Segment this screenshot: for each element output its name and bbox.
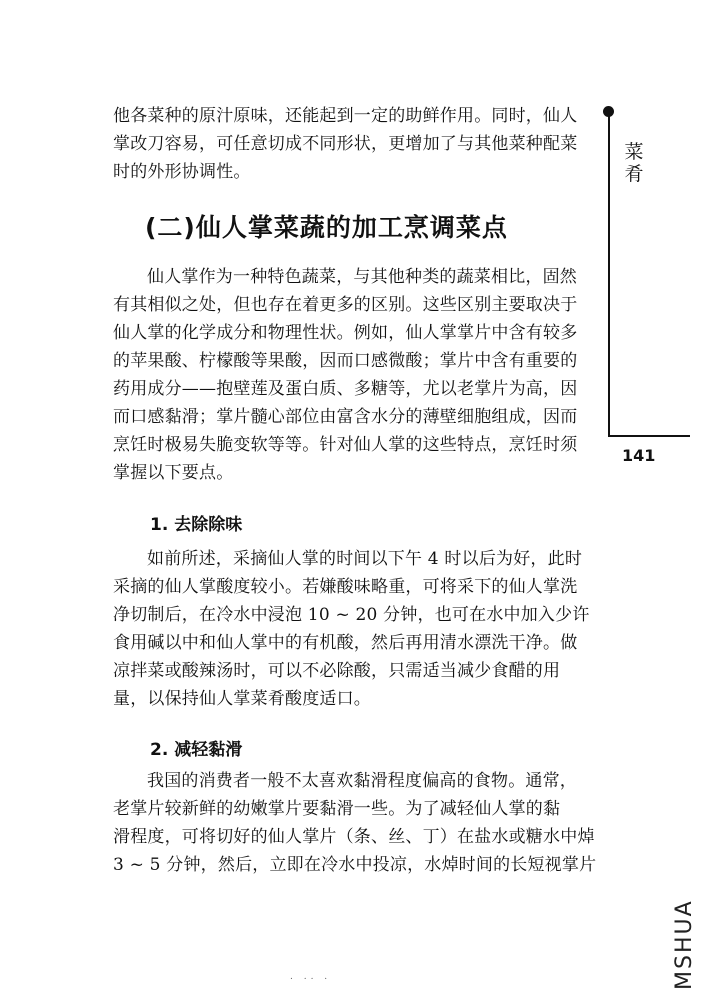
paragraph-line: 净切制后，在冷水中浸泡 10 ~ 20 分钟，也可在水中加入少许	[113, 605, 590, 625]
margin-bullet-icon	[603, 106, 614, 117]
paragraph-line: 掌改刀容易，可任意切成不同形状，更增加了与其他菜种配菜	[113, 134, 578, 154]
section-title: (二)仙人掌菜蔬的加工烹调菜点	[145, 213, 508, 242]
paragraph-line: 时的外形协调性。	[113, 162, 251, 182]
paragraph-line: 仙人掌的化学成分和物理性状。例如，仙人掌掌片中含有较多	[113, 323, 578, 343]
scan-specks: . .. .	[290, 972, 332, 982]
paragraph-line: 我国的消费者一般不太喜欢黏滑程度偏高的食物。通常，	[147, 771, 577, 791]
subsection-2-paragraph	[113, 767, 603, 879]
paragraph-line: 食用碱以中和仙人掌中的有机酸，然后再用清水漂洗干净。做	[113, 633, 578, 653]
paragraph-line: 掌握以下要点。	[113, 463, 234, 483]
subsection-1-title: 1. 去除除味	[150, 515, 243, 535]
section-paragraph	[113, 263, 603, 487]
intro-paragraph	[113, 102, 603, 186]
watermark: MSHUA	[672, 899, 697, 990]
paragraph-line: 采摘的仙人掌酸度较小。若嫌酸味略重，可将采下的仙人掌洗	[113, 577, 578, 597]
paragraph-line: 药用成分——抱壁莲及蛋白质、多糖等，尤以老掌片为高，因	[113, 379, 578, 399]
page-number: 141	[622, 446, 656, 465]
paragraph-line: 而口感黏滑；掌片髓心部位由富含水分的薄壁细胞组成，因而	[113, 407, 578, 427]
subsection-2-title: 2. 减轻黏滑	[150, 740, 243, 760]
paragraph-line: 烹饪时极易失脆变软等等。针对仙人掌的这些特点，烹饪时须	[113, 435, 578, 455]
paragraph-line: 滑程度，可将切好的仙人掌片（条、丝、丁）在盐水或糖水中焯	[113, 827, 595, 847]
paragraph-line: 凉拌菜或酸辣汤时，可以不必除酸，只需适当减少食醋的用	[113, 661, 561, 681]
paragraph-line: 有其相似之处，但也存在着更多的区别。这些区别主要取决于	[113, 295, 578, 315]
margin-tick	[608, 435, 690, 437]
paragraph-line: 量，以保持仙人掌菜肴酸度适口。	[113, 689, 371, 709]
paragraph-line: 如前所述，采摘仙人掌的时间以下午 4 时以后为好，此时	[147, 549, 583, 569]
margin-rule	[608, 110, 610, 436]
paragraph-line: 的苹果酸、柠檬酸等果酸，因而口感微酸；掌片中含有重要的	[113, 351, 578, 371]
paragraph-line: 老掌片较新鲜的幼嫩掌片要黏滑一些。为了减轻仙人掌的黏	[113, 799, 561, 819]
paragraph-line: 他各菜种的原汁原味，还能起到一定的助鲜作用。同时，仙人	[113, 106, 578, 126]
chapter-label: 菜 肴	[624, 141, 644, 185]
paragraph-line: 3 ~ 5 分钟，然后，立即在冷水中投凉，水焯时间的长短视掌片	[113, 855, 597, 875]
paragraph-line: 仙人掌作为一种特色蔬菜，与其他种类的蔬菜相比，固然	[147, 267, 577, 287]
subsection-1-paragraph	[113, 545, 603, 713]
